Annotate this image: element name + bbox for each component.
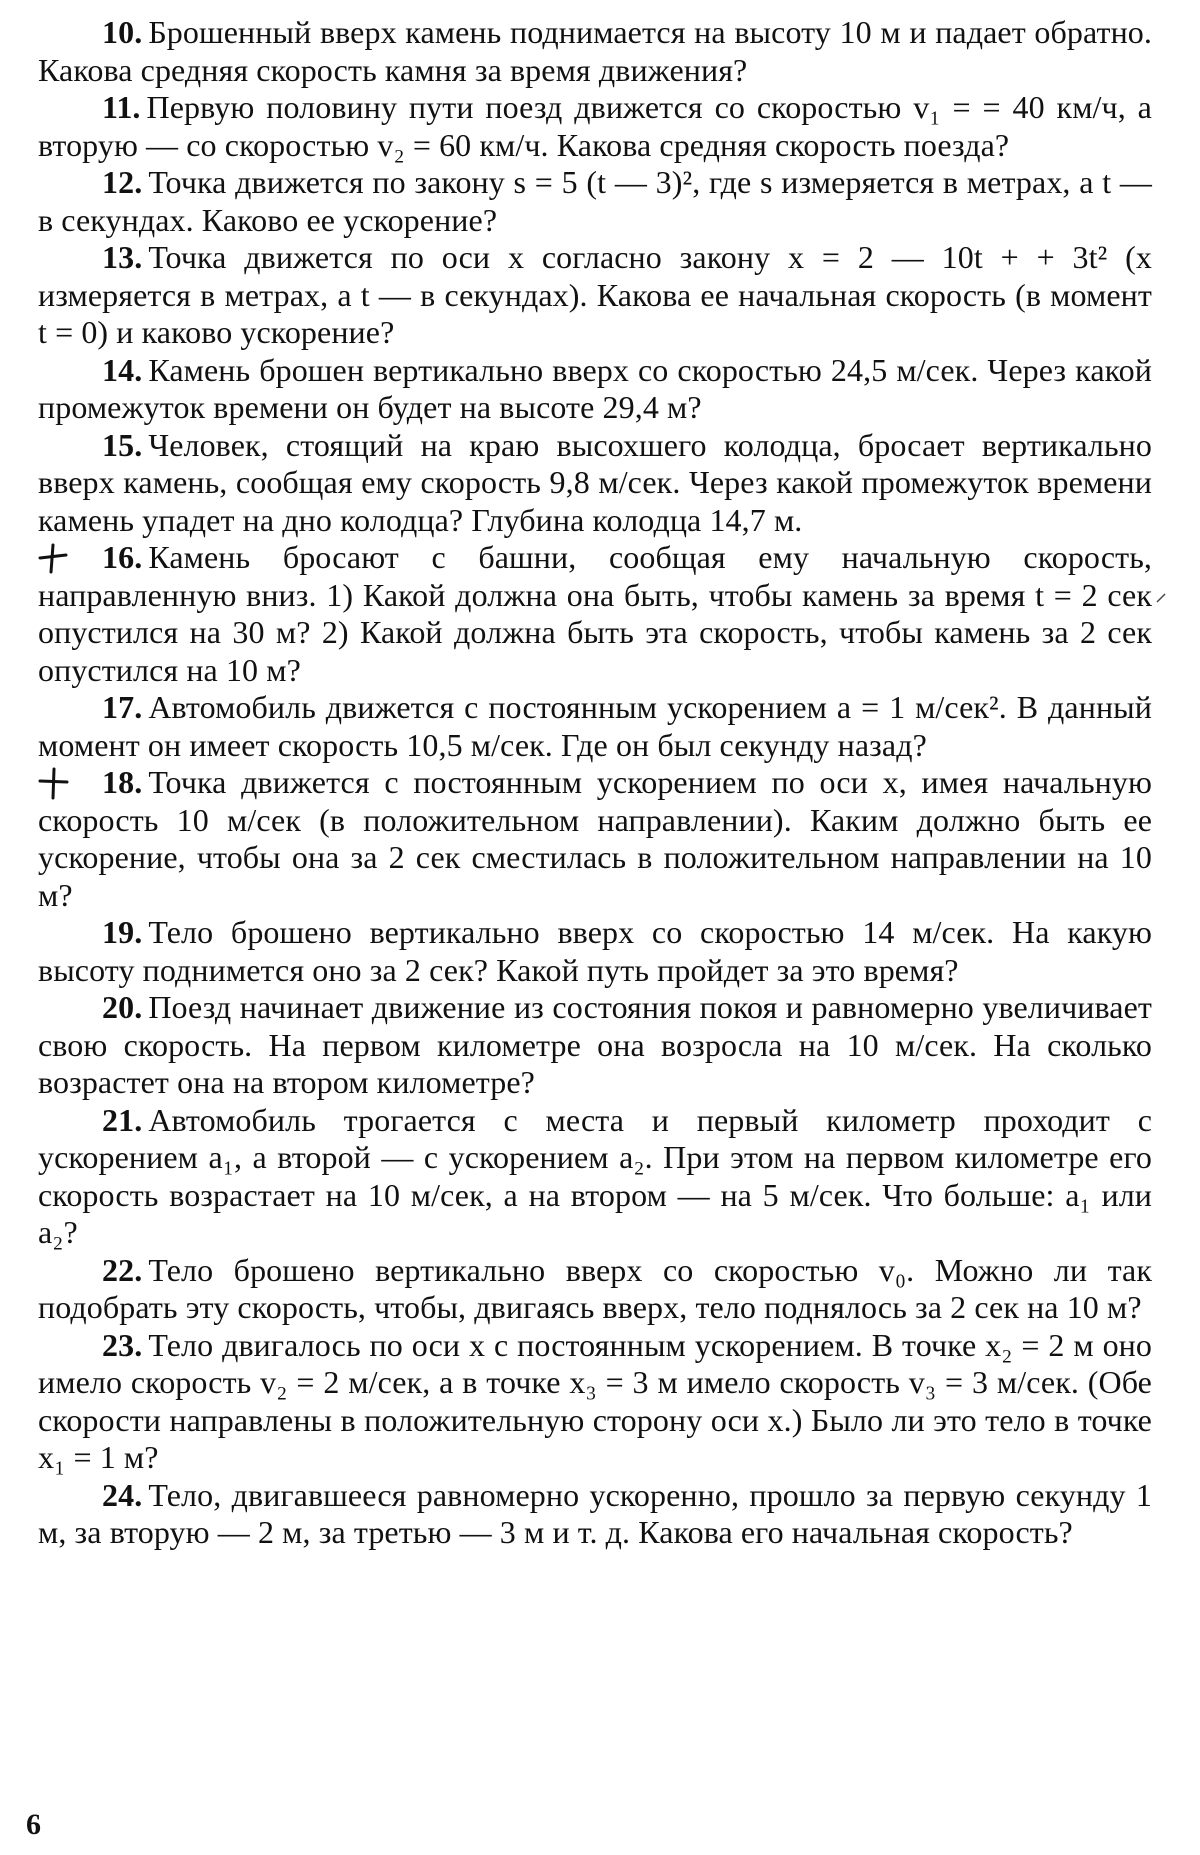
handwritten-plus-mark-icon bbox=[36, 766, 70, 800]
problem-text: Брошенный вверх камень поднимается на высоту 10 м и падает обратно. Какова средняя скорость камня за время движения? bbox=[38, 14, 1152, 88]
problem-text: Тело, двигавшееся равномерно ускоренно, прошло за первую секунду 1 м, за вторую — 2 м, за третью — 3 м и т. д. Какова его начальная скорость? bbox=[38, 1476, 1152, 1550]
problem-number: 18. bbox=[102, 764, 143, 800]
problem-text: Автомобиль трогается с места и первый километр проходит с ускорением a₁, а второй — с ускорением a₂. При этом на первом километре его скорость возрастает на 10 м/сек, а на втором — на 5 м/сек. Что больше: a₁ или a₂? bbox=[38, 1101, 1152, 1250]
problem-23 bbox=[38, 1327, 1152, 1477]
problem-number: 10. bbox=[102, 14, 143, 50]
problem-24 bbox=[38, 1477, 1152, 1552]
problem-number: 14. bbox=[102, 351, 143, 388]
problem-number: 11. bbox=[102, 89, 141, 125]
problem-17 bbox=[38, 689, 1152, 764]
problem-21 bbox=[38, 1102, 1152, 1252]
problem-number: 13. bbox=[102, 239, 143, 275]
page-number: 6 bbox=[26, 1808, 41, 1841]
problem-15 bbox=[38, 427, 1152, 540]
problem-number: 15. bbox=[102, 426, 143, 463]
problem-16 bbox=[38, 539, 1152, 689]
problem-number: 12. bbox=[102, 164, 143, 200]
problem-22 bbox=[38, 1252, 1152, 1327]
problem-10 bbox=[38, 14, 1152, 89]
problem-text: Человек, стоящий на краю высохшего колодца, бросает вертикально вверх камень, сообщая ему скорость 9,8 м/сек. Через какой промежуток времени камень упадет на дно колодца? Глубина колодца 14,7 м. bbox=[38, 426, 1152, 538]
problem-18 bbox=[38, 764, 1152, 914]
problem-text: Поезд начинает движение из состояния покоя и равномерно увеличивает свою скорость. На первом километре она возросла на 10 м/сек. На сколько возрастет она на втором километре? bbox=[38, 989, 1152, 1100]
problem-11 bbox=[38, 89, 1152, 164]
problem-text: Камень брошен вертикально вверх со скоростью 24,5 м/сек. Через какой промежуток времени он будет на высоте 29,4 м? bbox=[38, 351, 1152, 425]
problem-text: Точка движется по оси x согласно закону x = 2 — 10t + + 3t² (x измеряется в метрах, а t — в секундах). Какова ее начальная скорость (в момент t = 0) и каково ускорение? bbox=[38, 239, 1152, 350]
problem-14 bbox=[38, 352, 1152, 427]
problem-number: 22. bbox=[102, 1251, 143, 1288]
problem-text: Точка движется по закону s = 5 (t — 3)², где s измеряется в метрах, а t — в секундах. Каково ее ускорение? bbox=[38, 164, 1152, 238]
problem-text: Тело брошено вертикально вверх со скоростью v₀. Можно ли так подобрать эту скорость, чтобы, двигаясь вверх, тело поднялось за 2 сек на 10 м? bbox=[38, 1251, 1152, 1325]
problem-number: 21. bbox=[102, 1101, 143, 1138]
problem-20 bbox=[38, 989, 1152, 1102]
problem-number: 19. bbox=[102, 914, 143, 950]
problem-19 bbox=[38, 914, 1152, 989]
handwritten-plus-mark-icon bbox=[36, 541, 70, 575]
problem-13 bbox=[38, 239, 1152, 352]
problem-number: 20. bbox=[102, 989, 143, 1025]
problem-text: Точка движется с постоянным ускорением по оси x, имея начальную скорость 10 м/сек (в положительном направлении). Каким должно быть ее ускорение, чтобы она за 2 сек сместилась в положительном направлении на 10 м? bbox=[38, 764, 1152, 913]
problem-12 bbox=[38, 164, 1152, 239]
problem-list bbox=[38, 14, 1152, 1552]
problem-number: 23. bbox=[102, 1326, 143, 1363]
problem-text: Первую половину пути поезд движется со скоростью v₁ = = 40 км/ч, а вторую — со скоростью v₂ = 60 км/ч. Какова средняя скорость поезда? bbox=[38, 89, 1152, 163]
problem-text: Тело двигалось по оси x с постоянным ускорением. В точке x₂ = 2 м оно имело скорость v₂ = 2 м/сек, а в точке x₃ = 3 м имело скорость v₃ = 3 м/сек. (Обе скорости направлены в положительную сторону оси x.) Было ли это тело в точке x₁ = 1 м? bbox=[38, 1326, 1152, 1475]
problem-text: Автомобиль движется с постоянным ускорением a = 1 м/сек². В данный момент он имеет скорость 10,5 м/сек. Где он был секунду назад? bbox=[38, 689, 1152, 763]
stray-pen-mark-icon bbox=[1155, 592, 1167, 604]
problem-text: Камень бросают с башни, сообщая ему начальную скорость, направленную вниз. 1) Какой должна она быть, чтобы камень за время t = 2 сек опустился на 30 м? 2) Какой должна быть эта скорость, чтобы камень за 2 сек опустился на 10 м? bbox=[38, 539, 1152, 688]
problem-text: Тело брошено вертикально вверх со скоростью 14 м/сек. На какую высоту поднимется оно за 2 сек? Какой путь пройдет за это время? bbox=[38, 914, 1152, 988]
problem-number: 17. bbox=[102, 689, 143, 725]
problem-number: 24. bbox=[102, 1476, 143, 1513]
problem-number: 16. bbox=[102, 539, 143, 575]
